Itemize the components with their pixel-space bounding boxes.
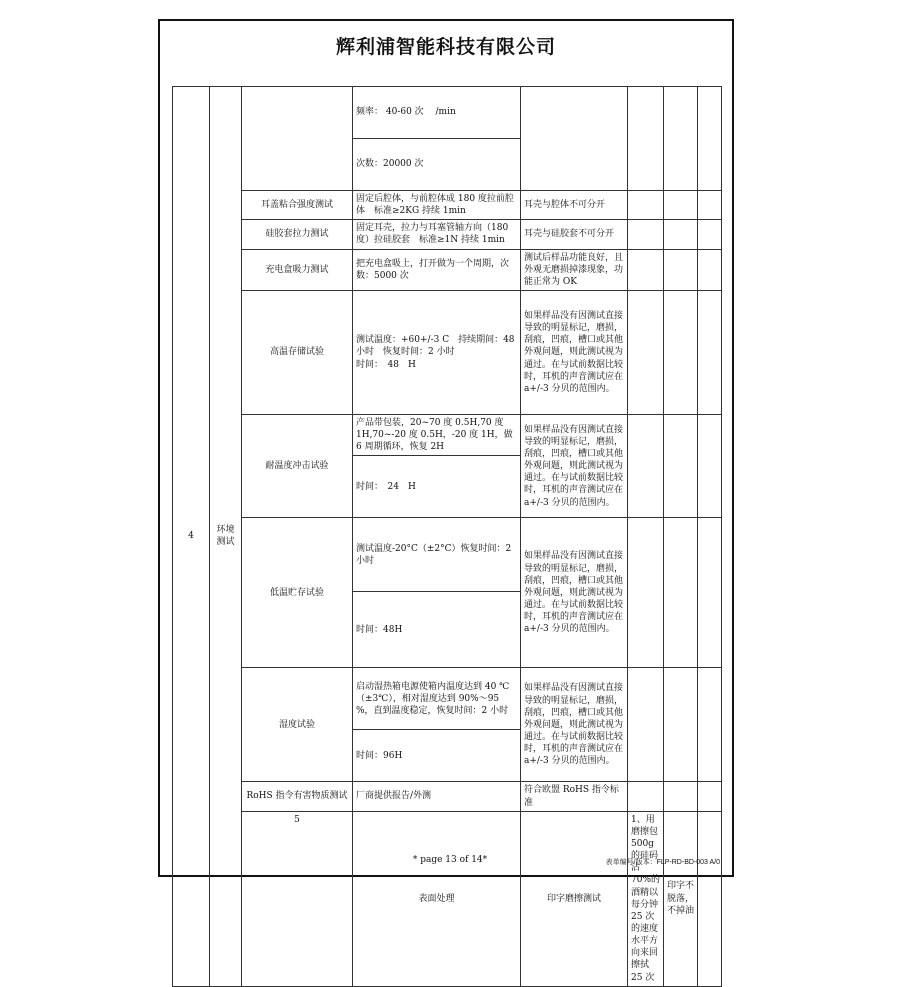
content-cell: 测试温度-20°C（±2°C）恢复时间：2 小时 [353,518,521,592]
table-row [173,811,722,986]
content-cell: 厂商提供报告/外测 [353,782,521,811]
table-row [173,414,722,455]
blank-cell [698,249,722,290]
blank-cell [628,290,664,414]
blank-cell [664,668,698,782]
content-cell: 产品带包装，20~70 度 0.5H,70 度 1H,70~-20 度 0.5H，-20 度 1H，做 6 周期循环，恢复 2H [353,414,521,455]
blank-cell [628,220,664,249]
criteria-cell: 符合欧盟 RoHS 指令标准 [521,782,628,811]
blank-cell [698,414,722,517]
content-cell: 时间：48H [353,592,521,668]
blank-cell [664,782,698,811]
content-cell: 频率： 40-60 次 /min [353,87,521,139]
blank-cell [664,518,698,668]
blank-cell [628,249,664,290]
blank-cell [698,290,722,414]
item-cell [242,87,353,191]
blank-cell [628,87,664,191]
blank-cell [664,191,698,220]
blank-cell [698,191,722,220]
table-row [173,518,722,592]
criteria-cell: 如果样品没有因测试直接导致的明显标记，磨损，刮痕，凹痕，槽口或其他外观问题，则此测试视为通过。在与试前数据比较时，耳机的声音测试应在 a+/-3 分贝的范围内。 [521,290,628,414]
blank-cell [664,414,698,517]
item-cell: 印字磨擦测试 [521,811,628,986]
content-cell: 测试温度：+60+/-3 C 持续期间：48 小时 恢复时间：2 小时 时间： 48 H [353,290,521,414]
content-cell: 次数：20000 次 [353,139,521,191]
item-cell: 耐温度冲击试验 [242,414,353,517]
form-number: 表单编号/版本：FLP-RD-BD-003 A/0 [605,859,720,866]
criteria-cell: 耳壳与硅胶套不可分开 [521,220,628,249]
blank-cell [628,782,664,811]
table-row [173,290,722,414]
blank-cell [698,811,722,986]
blank-cell [628,414,664,517]
table-row [173,668,722,730]
test-spec-table [172,86,722,987]
item-cell: 充电盒吸力测试 [242,249,353,290]
table-row [173,782,722,811]
table-row [173,249,722,290]
content-cell: 时间： 24 H [353,456,521,518]
blank-cell [698,782,722,811]
page-number: * page 13 of 14* [412,855,488,865]
blank-cell [628,668,664,782]
item-cell: 耳盖粘合强度测试 [242,191,353,220]
criteria-cell: 如果样品没有因测试直接导致的明显标记，磨损，刮痕，凹痕，槽口或其他外观问题，则此测试视为通过。在与试前数据比较时，耳机的声音测试应在 a+/-3 分贝的范围内。 [521,414,628,517]
content-cell: 把充电盒吸上，打开做为一个周期，次数：5000 次 [353,249,521,290]
criteria-cell: 测试后样品功能良好，且外观无磨损掉漆现象，功能正常为 OK [521,249,628,290]
category-cell: 表面处理 [353,811,521,986]
no-cell: 5 [242,811,353,986]
blank-cell [664,87,698,191]
blank-cell [698,518,722,668]
criteria-cell: 如果样品没有因测试直接导致的明显标记，磨损，刮痕，凹痕，槽口或其他外观问题，则此测试视为通过。在与试前数据比较时，耳机的声音测试应在 a+/-3 分贝的范围内。 [521,518,628,668]
content-cell: 固定后腔体，与前腔体成 180 度拉前腔体 标准≥2KG 持续 1min [353,191,521,220]
criteria-cell: 耳壳与腔体不可分开 [521,191,628,220]
item-cell: 高温存储试验 [242,290,353,414]
criteria-cell: 如果样品没有因测试直接导致的明显标记，磨损，刮痕，凹痕，槽口或其他外观问题，则此测试视为通过。在与试前数据比较时，耳机的声音测试应在 a+/-3 分贝的范围内。 [521,668,628,782]
criteria-cell: 印字不脱落，不掉油 [664,811,698,986]
criteria-cell [521,87,628,191]
blank-cell [664,220,698,249]
item-cell: 低温贮存试验 [242,518,353,668]
blank-cell [628,191,664,220]
content-cell: 启动湿热箱电源使箱内温度达到 40 ℃（±3℃），相对湿度达到 90%～95 %，直到温度稳定，恢复时间：2 小时 [353,668,521,730]
content-cell: 固定耳壳，拉力与耳塞管轴方向（180 度）拉硅胶套 标准≥1N 持续 1min [353,220,521,249]
item-cell: RoHS 指令有害物质测试 [242,782,353,811]
blank-cell [698,668,722,782]
blank-cell [628,518,664,668]
content-cell: 1、用磨擦包 500g 的硅码沾 70%的酒精以每分钟 25 次的速度水平方向来回擦拭 25 次 [628,811,664,986]
blank-cell [664,249,698,290]
table-row [173,191,722,220]
company-title: 辉利浦智能科技有限公司 [335,36,556,58]
item-cell: 硅胶套拉力测试 [242,220,353,249]
blank-cell [698,87,722,191]
blank-cell [664,290,698,414]
item-cell: 湿度试验 [242,668,353,782]
blank-cell [698,220,722,249]
table-row [173,87,722,139]
no-cell: 4 [173,87,210,987]
category-cell: 环境测试 [210,87,242,987]
content-cell: 时间：96H [353,730,521,782]
table-row [173,220,722,249]
